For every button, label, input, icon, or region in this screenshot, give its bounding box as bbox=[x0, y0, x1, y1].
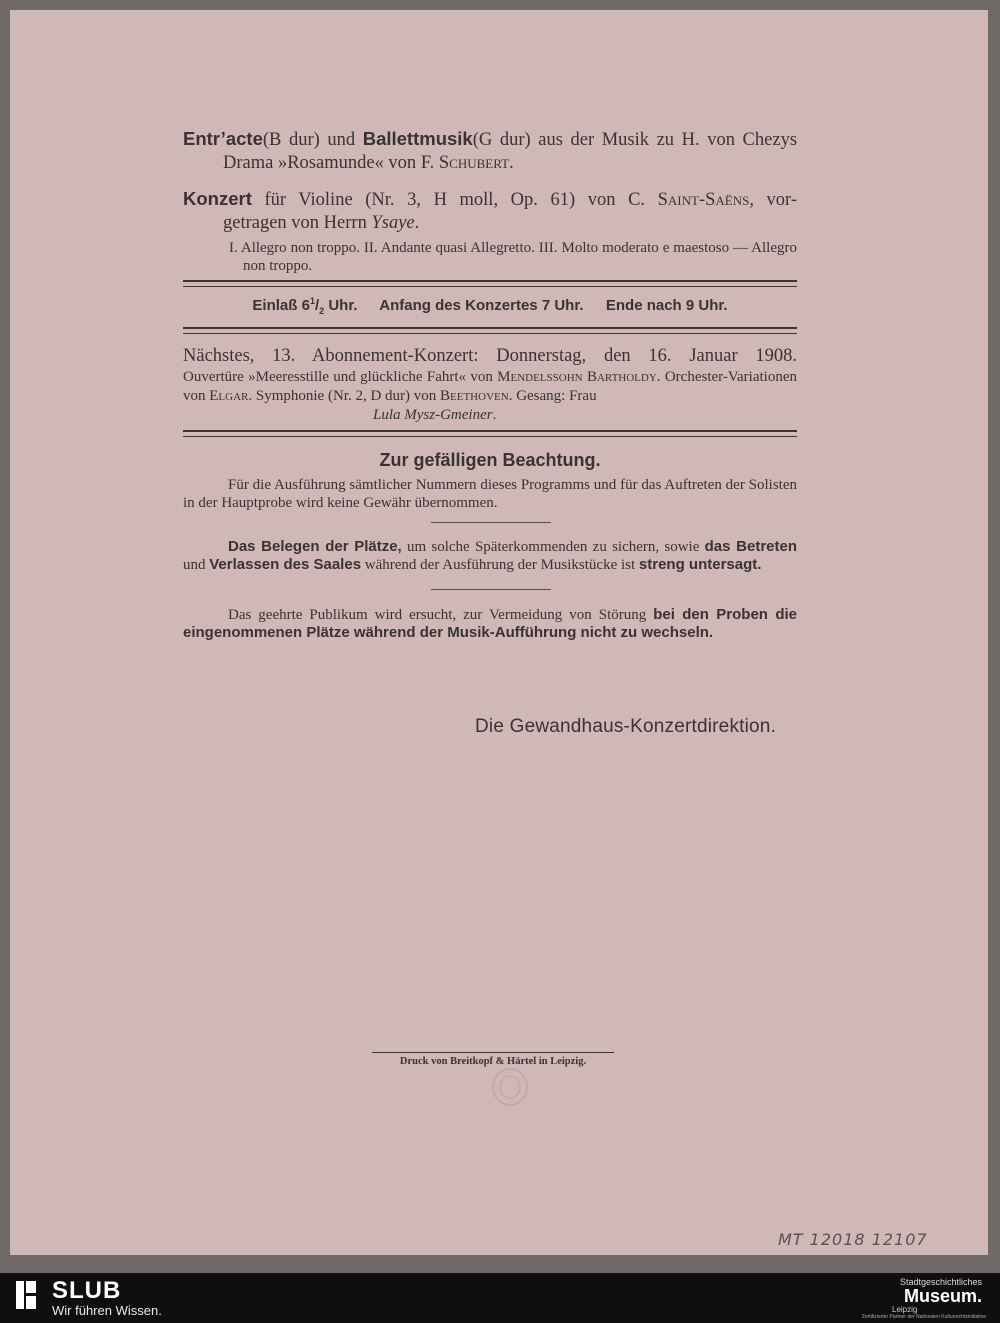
emphasis: Das Belegen der Plätze, bbox=[228, 538, 402, 555]
text: . bbox=[492, 407, 497, 423]
museum-logo[interactable]: Museum. bbox=[903, 1286, 982, 1306]
ende: Ende nach 9 Uhr. bbox=[605, 297, 728, 314]
printer-imprint: Druck von Breitkopf & Härtel in Leipzig. bbox=[399, 1056, 587, 1067]
text: um solche Späterkommenden zu sichern, sowie bbox=[401, 539, 705, 555]
divider bbox=[183, 430, 797, 437]
text: Ouvertüre »Meeresstille und glückliche Fahrt« von bbox=[183, 369, 498, 385]
shelfmark-annotation: MT 12018 12107 bbox=[778, 1230, 928, 1249]
embossed-stamp bbox=[490, 1066, 530, 1108]
fraction-slash: / bbox=[314, 297, 320, 314]
text: für Violine (Nr. 3, H moll, Op. 61) von bbox=[251, 190, 629, 210]
movements: I. Allegro non troppo. II. Andante quasi Allegretto. III. Molto moderato e maestoso — Allegro non troppo. bbox=[229, 240, 797, 274]
emphasis: streng untersagt. bbox=[638, 556, 762, 573]
next-concert-program bbox=[183, 368, 797, 406]
text: aus der Musik zu H. von Chezys bbox=[530, 130, 798, 150]
separator bbox=[372, 1052, 614, 1053]
text: Das geehrte Publikum wird ersucht, zur Vermeidung von Störung bbox=[228, 607, 654, 623]
text: während der Ausführung der Musikstücke ist bbox=[361, 557, 639, 573]
museum-city: Leipzig bbox=[892, 1305, 918, 1314]
work-title: Ballettmusik bbox=[362, 128, 473, 149]
text: Drama »Rosamunde« von bbox=[223, 153, 421, 173]
notice-paragraph-3 bbox=[183, 606, 797, 642]
composer: Elgar bbox=[209, 388, 249, 404]
divider bbox=[183, 280, 797, 287]
notice-paragraph-2 bbox=[183, 538, 797, 574]
signature: Die Gewandhaus-Konzertdirektion. bbox=[475, 716, 777, 737]
divider bbox=[183, 327, 797, 334]
emphasis: Verlassen des Saales bbox=[209, 556, 362, 573]
text: . Symphonie (Nr. 2, D dur) von bbox=[248, 388, 441, 404]
next-concert-heading: Nächstes, 13. Abonnement-Konzert: Donnerstag, den 16. Januar 1908. bbox=[183, 346, 797, 366]
key: (G dur) bbox=[472, 130, 531, 150]
fraction-num: 1 bbox=[309, 296, 315, 306]
notice-heading: Zur gefälligen Beachtung. bbox=[379, 450, 601, 470]
text: , vor- bbox=[749, 190, 798, 210]
text: . Gesang: Frau bbox=[508, 388, 597, 404]
composer: Beethoven bbox=[440, 388, 509, 404]
slub-tagline: Wir führen Wissen. bbox=[52, 1303, 162, 1318]
museum-label: Stadtgeschichtliches bbox=[899, 1277, 982, 1287]
emphasis: bei den Proben die eingenommenen Plätze während der Musik-Aufführung nicht zu wechseln. bbox=[183, 606, 797, 641]
performer: Ysaye bbox=[371, 213, 415, 233]
text: und bbox=[319, 130, 363, 150]
text: . bbox=[414, 213, 420, 233]
composer: F. Schubert bbox=[420, 153, 510, 173]
text: . bbox=[509, 153, 514, 173]
text: getragen von Herrn bbox=[223, 213, 372, 233]
slub-brand[interactable]: SLUB bbox=[52, 1277, 122, 1304]
concert-times bbox=[183, 296, 797, 316]
key: (B dur) bbox=[262, 130, 320, 150]
text: Uhr. bbox=[324, 297, 358, 314]
separator bbox=[431, 589, 551, 590]
slub-logo-icon bbox=[14, 1279, 38, 1311]
singer: Lula Mysz-Gmeiner bbox=[373, 407, 493, 423]
separator bbox=[431, 522, 551, 523]
notice-paragraph-1: Für die Ausführung sämtlicher Nummern dieses Programms und für das Auftreten der Solisten in der Hauptprobe wird keine Gewähr übernommen. bbox=[183, 477, 797, 511]
einlass bbox=[252, 297, 357, 314]
program-item-konzert bbox=[183, 187, 797, 275]
fraction-den: 2 bbox=[319, 306, 325, 316]
work-title: Konzert bbox=[183, 188, 252, 209]
emphasis: das Betreten bbox=[704, 538, 798, 555]
text: Einlaß 6 bbox=[252, 297, 310, 314]
next-concert bbox=[183, 344, 797, 425]
program-item-rosamunde bbox=[183, 127, 797, 175]
composer: Mendelssohn Bartholdy bbox=[497, 369, 657, 385]
footer-bar bbox=[0, 1273, 1000, 1323]
anfang: Anfang des Konzertes 7 Uhr. bbox=[379, 297, 584, 314]
text: und bbox=[183, 557, 210, 573]
text: . Orchester-Variationen von bbox=[183, 369, 797, 404]
composer: C. Saint-Saëns bbox=[628, 190, 750, 210]
museum-partner-note: Zertifizierter Partner der Nationalen Kulturrechtsinitiative bbox=[861, 1314, 986, 1320]
work-title: Entr’acte bbox=[183, 128, 263, 149]
